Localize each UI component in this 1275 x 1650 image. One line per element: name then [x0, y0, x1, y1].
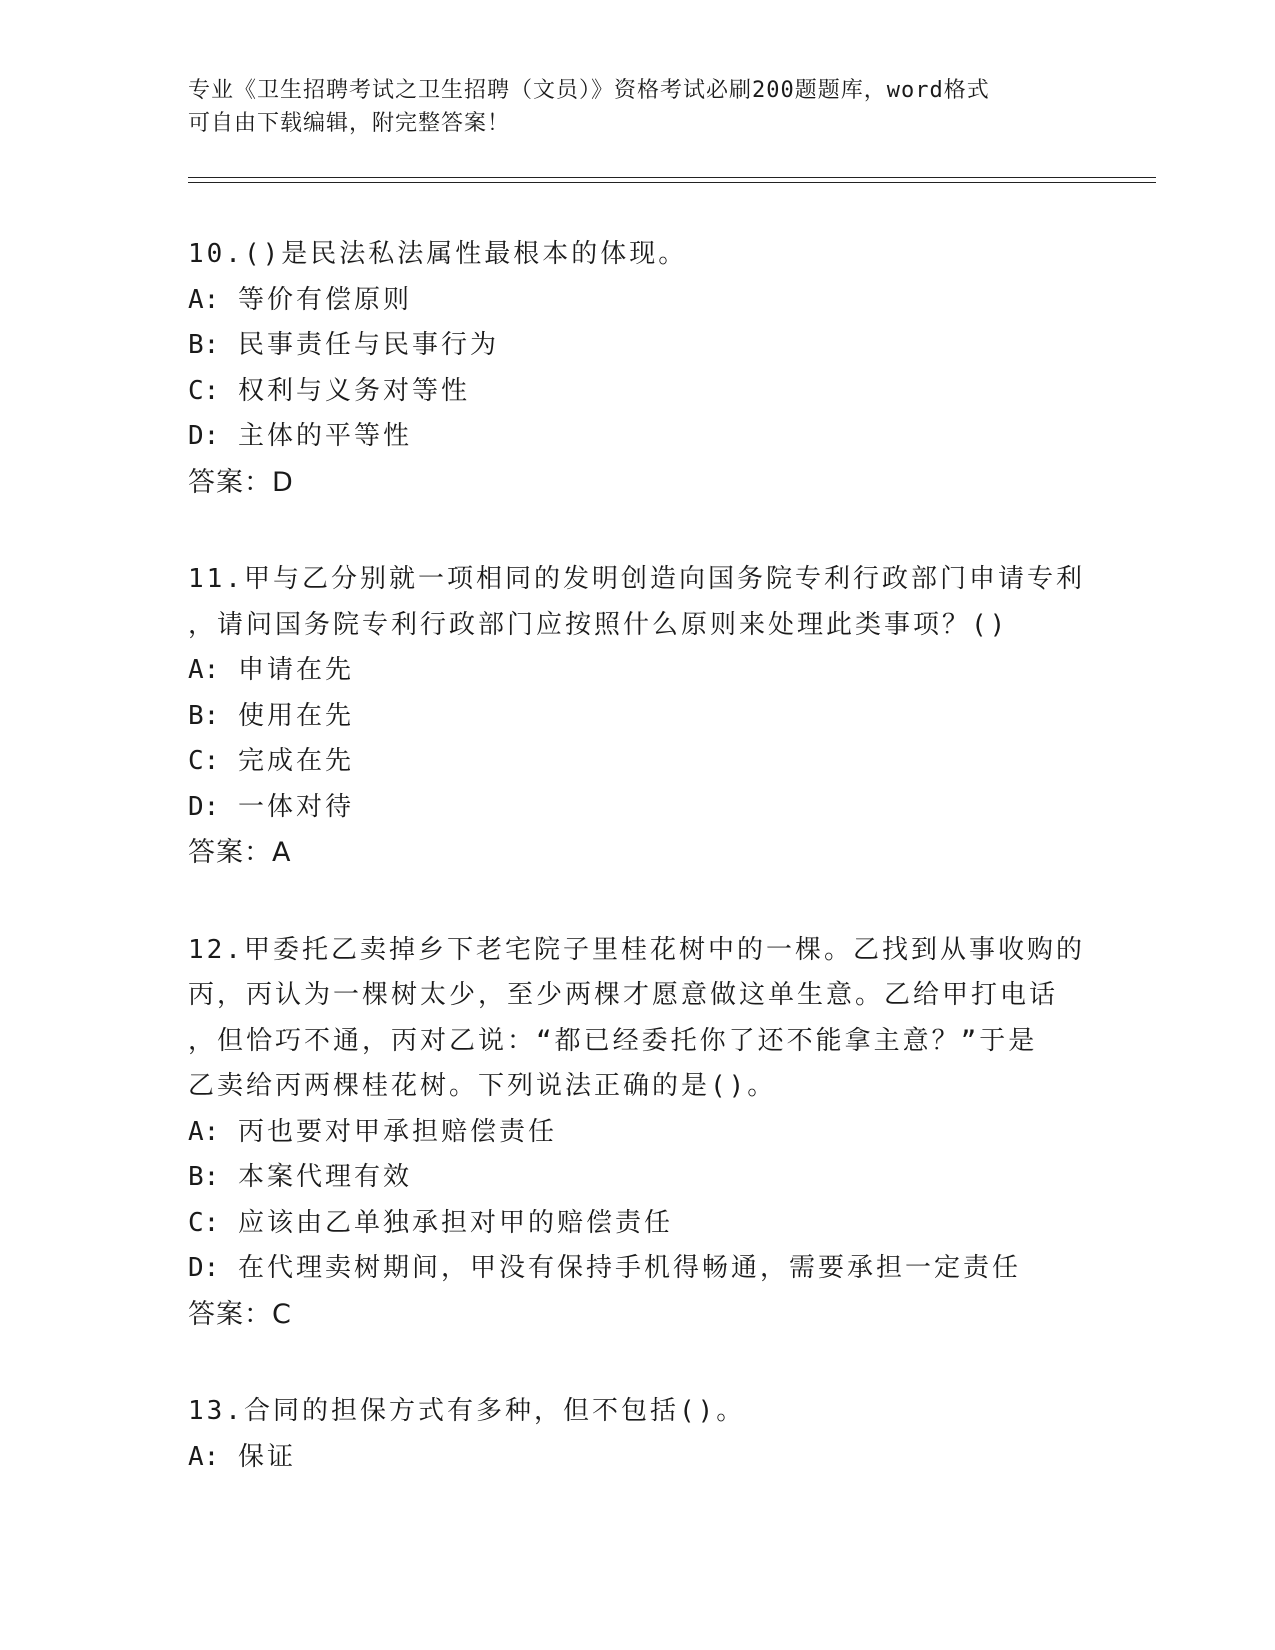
option-letter: D: [188, 791, 220, 822]
question-text-line-1: 12.甲委托乙卖掉乡下老宅院子里桂花树中的一棵。乙找到从事收购的 [188, 934, 1085, 965]
question-block [188, 557, 1088, 876]
option-d [188, 414, 1088, 460]
question-text-line-3: ，但恰巧不通，丙对乙说：“都已经委托你了还不能拿主意？”于是 [188, 1025, 1038, 1056]
option-text: 等价有偿原则 [237, 284, 412, 315]
question-text: 13.合同的担保方式有多种，但不包括()。 [188, 1396, 746, 1426]
option-text: 使用在先 [237, 700, 354, 731]
option-d [188, 785, 1088, 831]
option-letter: B: [188, 1162, 220, 1192]
question-text-line-2: 丙，丙认为一棵树太少，至少两棵才愿意做这单生意。乙给甲打电话 [188, 980, 1059, 1010]
option-text: 本案代理有效 [237, 1162, 412, 1192]
question-block [188, 928, 1088, 1338]
option-text: 申请在先 [237, 655, 354, 685]
option-c [188, 1201, 1088, 1247]
option-text: 主体的平等性 [237, 421, 412, 451]
option-c [188, 369, 1088, 415]
option-text: 应该由乙单独承担对甲的赔偿责任 [237, 1207, 673, 1238]
option-b [188, 1155, 1088, 1201]
header-line-2: 可自由下载编辑，附完整答案！ [188, 111, 511, 136]
option-a [188, 648, 1088, 694]
header-divider-top [188, 177, 1156, 178]
option-letter: C: [188, 375, 220, 406]
header-divider-bottom [188, 182, 1156, 183]
option-letter: D: [188, 1253, 220, 1283]
option-letter: A: [188, 284, 220, 315]
option-b [188, 694, 1088, 740]
option-text: 丙也要对甲承担赔偿责任 [237, 1116, 557, 1147]
option-letter: D: [188, 421, 220, 451]
answer-line: 答案：A [188, 837, 292, 868]
option-letter: A: [188, 1116, 220, 1147]
option-letter: C: [188, 746, 220, 776]
document-header [188, 74, 1088, 140]
option-text: 权利与义务对等性 [237, 375, 470, 406]
option-a [188, 1110, 1088, 1156]
question-text-line-4: 乙卖给丙两棵桂花树。下列说法正确的是()。 [188, 1071, 777, 1101]
option-text: 民事责任与民事行为 [237, 330, 499, 360]
option-letter: A: [188, 1441, 220, 1472]
option-d [188, 1246, 1088, 1292]
answer-line: 答案：C [188, 1298, 292, 1330]
option-letter: C: [188, 1207, 220, 1238]
question-text-line-2: ，请问国务院专利行政部门应按照什么原则来处理此类事项？() [188, 609, 1009, 640]
option-text: 保证 [237, 1441, 296, 1472]
option-c [188, 739, 1088, 785]
option-text: 完成在先 [237, 746, 354, 776]
option-text: 在代理卖树期间，甲没有保持手机得畅通，需要承担一定责任 [237, 1253, 1021, 1283]
option-b [188, 323, 1088, 369]
question-text-line-1: 11.甲与乙分别就一项相同的发明创造向国务院专利行政部门申请专利 [188, 564, 1085, 594]
header-line-1: 专业《卫生招聘考试之卫生招聘（文员）》资格考试必刷200题题库，word格式 [188, 78, 990, 103]
option-a [188, 1435, 1088, 1481]
question-text: 10.()是民法私法属性最根本的体现。 [188, 239, 688, 269]
option-text: 一体对待 [237, 791, 354, 822]
question-list [188, 232, 1088, 1532]
answer-line: 答案：D [188, 466, 294, 498]
option-letter: B: [188, 330, 220, 360]
option-a [188, 278, 1088, 324]
option-letter: A: [188, 655, 220, 685]
option-letter: B: [188, 700, 220, 731]
question-block [188, 232, 1088, 505]
question-block [188, 1389, 1088, 1480]
